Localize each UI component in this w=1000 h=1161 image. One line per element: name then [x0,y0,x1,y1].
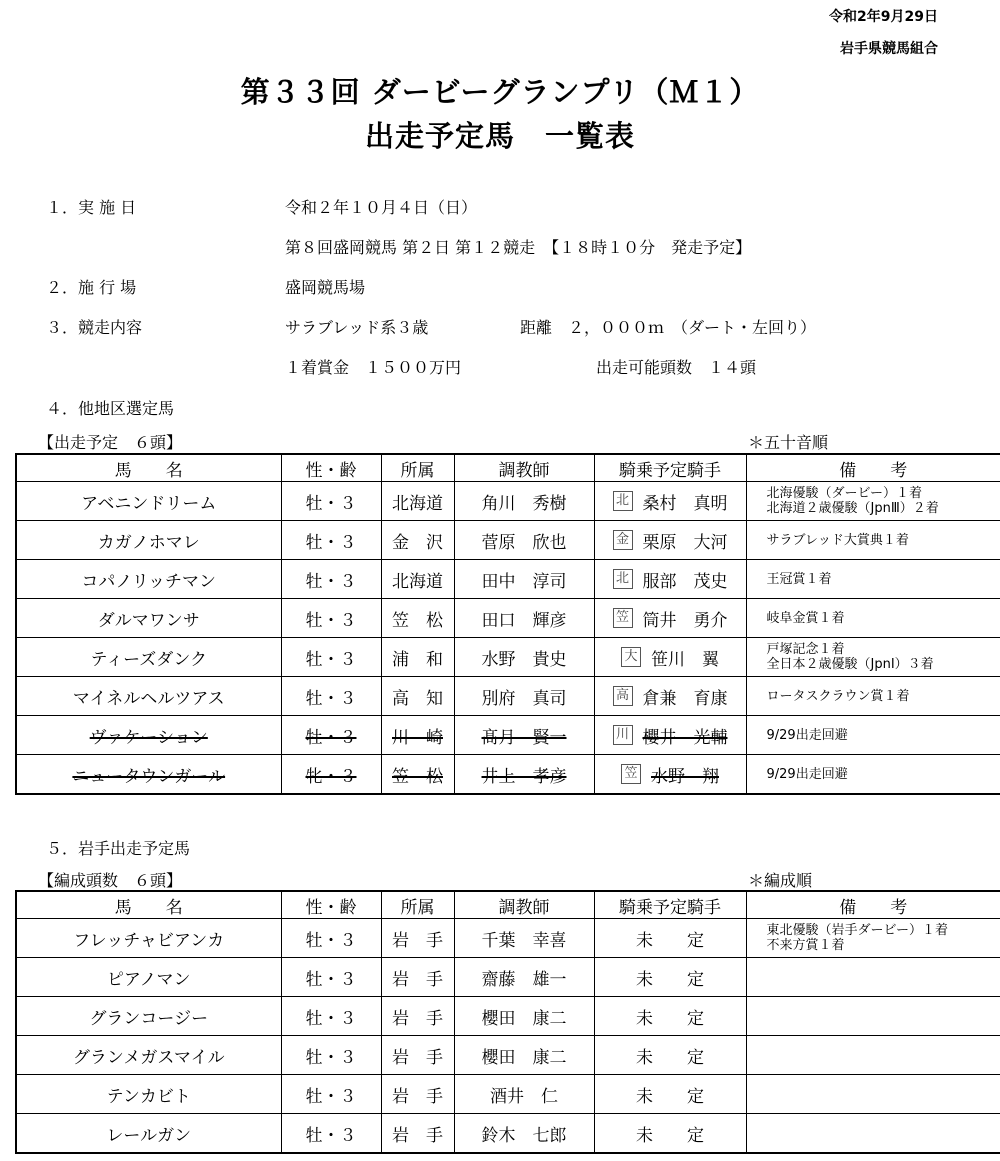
affiliation [381,677,454,716]
affiliation-text: 岩 手 [392,1086,443,1107]
table-row [16,599,1000,638]
notes [746,482,1000,521]
jockey [594,482,746,521]
notes [746,1075,1000,1114]
affiliation-text: 岩 手 [392,1125,443,1146]
sex-age-text: 牡・３ [305,969,357,990]
region-badge-icon: 笠 [621,764,641,784]
sex-age-text: 牡・３ [305,493,357,514]
affiliation-text: 岩 手 [392,1047,443,1068]
table-header-row [16,891,1000,919]
trainer [454,1036,594,1075]
trainer-text: 齋藤 雄一 [481,969,567,990]
horse-name-text: マイネルヘルツアス [72,688,225,709]
horse-name-text: フレッチャビアンカ [73,930,225,951]
note-line: 不来方賞１着 [766,938,845,953]
horse-name-text: ダルマワンサ [97,610,200,631]
sex-age [281,560,381,599]
sex-age [281,1075,381,1114]
jockey-text: 筒井 勇介 [642,610,728,631]
horse-name-text: テンカビト [106,1086,191,1107]
sex-age-text: 牡・３ [305,610,357,631]
document-date: 令和2年9月29日 [829,9,938,25]
trainer [454,716,594,755]
jockey [594,1075,746,1114]
content-value: サラブレッド系３歳 [285,318,429,337]
jockey-text: 笹川 翼 [651,649,719,670]
jockey-text: 未 定 [636,1008,704,1029]
col-sex-age: 性・齢 [281,891,381,919]
notes [746,521,1000,560]
col-trainer: 調教師 [454,454,594,482]
jockey-text: 水野 翔 [651,766,719,787]
jockey [594,638,746,677]
notes [746,1036,1000,1075]
affiliation-text: 川 崎 [392,727,443,748]
jockey-text: 倉兼 育康 [642,688,728,709]
prize-value: １着賞金 １５００万円 [285,358,462,377]
horse-name [16,958,281,997]
horse-name [16,521,281,560]
affiliation-text: 北海道 [392,571,443,592]
notes [746,1114,1000,1154]
note-line: 全日本２歳優駿（JpnⅠ）３着 [766,657,934,672]
trainer-text: 別府 真司 [481,688,567,709]
horse-name [16,1114,281,1154]
affiliation-text: 高 知 [392,688,443,709]
col-sex-age: 性・齢 [281,454,381,482]
notes [746,677,1000,716]
organization-name: 岩手県競馬組合 [840,41,938,57]
trainer-text: 水野 貴史 [481,649,567,670]
trainer-text: 髙月 賢一 [481,727,567,748]
col-jockey: 騎乗予定騎手 [594,454,746,482]
page-subtitle: 出走予定馬 一覧表 [364,119,635,153]
horse-name [16,482,281,521]
notes [746,599,1000,638]
notes [746,997,1000,1036]
affiliation [381,638,454,677]
horse-name-text: レールガン [106,1125,192,1146]
trainer-text: 千葉 幸喜 [481,930,567,951]
notes [746,755,1000,795]
max-runners-value: 出走可能頭数 １４頭 [596,358,757,377]
affiliation [381,755,454,795]
trainer-text: 菅原 欣也 [481,532,567,553]
jockey-text: 未 定 [636,969,704,990]
trainer-text: 田口 輝彦 [481,610,567,631]
sex-age [281,599,381,638]
sex-age-text: 牡・３ [305,571,357,592]
horse-name [16,560,281,599]
horse-name [16,1036,281,1075]
trainer [454,1114,594,1154]
horse-name [16,1075,281,1114]
table-row [16,677,1000,716]
section5-subhead: 【編成頭数 ６頭】 [38,871,183,890]
race-value: 第８回盛岡競馬 第２日 第１２競走 【１８時１０分 発走予定】 [285,238,752,257]
jockey-text: 未 定 [636,1047,704,1068]
affiliation [381,997,454,1036]
region-badge-icon: 笠 [613,608,633,628]
section4-order-note: ＊五十音順 [748,433,829,452]
affiliation-text: 岩 手 [392,1008,443,1029]
content-label: ３．競走内容 [46,318,143,337]
sex-age-text: 牡・３ [305,727,357,748]
notes [746,958,1000,997]
affiliation-text: 岩 手 [392,930,443,951]
horse-name-text: ピアノマン [106,969,191,990]
affiliation [381,560,454,599]
trainer-text: 井上 孝彦 [481,766,567,787]
col-affiliation: 所属 [381,891,454,919]
col-jockey: 騎乗予定騎手 [594,891,746,919]
jockey-wrap [621,762,719,787]
table-row [16,919,1000,958]
region-badge-icon: 金 [613,530,633,550]
trainer [454,958,594,997]
sex-age-text: 牡・３ [305,930,357,951]
note-line: 9/29出走回避 [766,727,848,743]
affiliation [381,521,454,560]
jockey [594,1036,746,1075]
trainer [454,755,594,795]
page-title: 第３３回 ダービーグランプリ（Ｍ１） [240,75,760,109]
jockey [594,521,746,560]
trainer-text: 鈴木 七郎 [481,1125,567,1146]
sex-age [281,521,381,560]
jockey-text: 桑村 真明 [642,493,728,514]
trainer [454,560,594,599]
trainer [454,482,594,521]
jockey [594,560,746,599]
sex-age [281,638,381,677]
notes [746,638,1000,677]
table-row [16,638,1000,677]
sex-age [281,677,381,716]
trainer-text: 櫻田 康二 [481,1047,567,1068]
affiliation [381,958,454,997]
jockey-wrap [613,723,728,748]
horse-name [16,716,281,755]
jockey [594,716,746,755]
sex-age [281,958,381,997]
table-row [16,716,1000,755]
table-row [16,482,1000,521]
iwate-horses-table [15,890,1000,1154]
jockey-text: 服部 茂史 [642,571,728,592]
jockey [594,1114,746,1154]
horse-name-text: グランコージー [89,1008,209,1029]
trainer-text: 酒井 仁 [490,1086,558,1107]
sex-age-text: 牝・３ [305,766,357,787]
horse-name-text: アベニンドリーム [81,493,217,514]
affiliation [381,1036,454,1075]
horse-name [16,599,281,638]
sex-age-text: 牡・３ [305,649,357,670]
horse-name-text: ティーズダンク [90,649,208,670]
horse-name-text: ヴァケーション [89,727,208,748]
col-notes: 備 考 [746,454,1000,482]
affiliation-text: 浦 和 [392,649,443,670]
jockey-wrap [613,528,728,553]
trainer [454,919,594,958]
trainer [454,599,594,638]
col-horse: 馬 名 [16,454,281,482]
region-badge-icon: 北 [613,569,633,589]
table-row [16,521,1000,560]
horse-name-text: グランメガスマイル [72,1047,225,1068]
sex-age-text: 牡・３ [305,1125,357,1146]
note-line: 東北優駿（岩手ダービー）１着 [766,923,948,938]
section5-order-note: ＊編成順 [748,871,813,890]
table-row [16,1075,1000,1114]
horse-name-text: カガノホマレ [97,532,200,553]
sex-age [281,482,381,521]
horse-name [16,677,281,716]
note-line: 北海優駿（ダービー）１着 [766,486,922,501]
sex-age-text: 牡・３ [305,532,357,553]
date-value: 令和２年１０月４日（日） [285,198,478,217]
jockey [594,755,746,795]
table-row [16,755,1000,795]
jockey [594,599,746,638]
venue-label: ２．施 行 場 [46,278,137,297]
trainer [454,677,594,716]
section4-subhead: 【出走予定 ６頭】 [38,433,183,452]
sex-age [281,1036,381,1075]
notes [746,716,1000,755]
horse-name [16,755,281,795]
col-affiliation: 所属 [381,454,454,482]
jockey [594,997,746,1036]
note-line: サラブレッド大賞典１着 [766,532,909,548]
affiliation [381,716,454,755]
affiliation [381,1114,454,1154]
section5-heading: ５．岩手出走予定馬 [46,839,191,858]
col-trainer: 調教師 [454,891,594,919]
table-row [16,560,1000,599]
horse-name-text: コパノリッチマン [81,571,217,592]
trainer-text: 角川 秀樹 [481,493,567,514]
trainer [454,997,594,1036]
sex-age [281,1114,381,1154]
affiliation-text: 笠 松 [392,610,443,631]
jockey-wrap [621,645,719,670]
notes [746,919,1000,958]
note-line: 9/29出走回避 [766,766,848,782]
horse-name [16,638,281,677]
region-badge-icon: 大 [621,647,641,667]
jockey-wrap [613,489,728,514]
region-badge-icon: 高 [613,686,633,706]
notes [746,560,1000,599]
table-row [16,1036,1000,1075]
table-row [16,1114,1000,1154]
table-header-row [16,454,1000,482]
horse-name [16,997,281,1036]
trainer-text: 櫻田 康二 [481,1008,567,1029]
note-line: 岐阜金賞１着 [766,610,845,626]
affiliation [381,919,454,958]
region-badge-icon: 川 [613,725,633,745]
note-line: 北海道２歳優駿（JpnⅢ）２着 [766,501,939,516]
trainer-text: 田中 淳司 [481,571,567,592]
col-horse: 馬 名 [16,891,281,919]
affiliation-text: 笠 松 [392,766,443,787]
section4-heading: ４．他地区選定馬 [46,399,175,418]
venue-value: 盛岡競馬場 [285,278,366,297]
sex-age [281,919,381,958]
col-notes: 備 考 [746,891,1000,919]
note-line: 王冠賞１着 [766,571,832,587]
other-region-horses-table [15,453,1000,795]
sex-age-text: 牡・３ [305,1008,357,1029]
jockey-text: 未 定 [636,1125,704,1146]
note-line: ロータスクラウン賞１着 [766,688,910,704]
affiliation-text: 金 沢 [392,532,443,553]
distance-value: 距離 ２，０００ｍ （ダート・左回り） [520,318,817,337]
jockey-wrap [613,567,728,592]
table-row [16,958,1000,997]
affiliation [381,1075,454,1114]
horse-name-text: ニュータウンガール [72,766,226,787]
jockey-text: 未 定 [636,1086,704,1107]
jockey [594,958,746,997]
trainer [454,521,594,560]
affiliation [381,599,454,638]
jockey-text: 未 定 [636,930,704,951]
affiliation-text: 北海道 [392,493,443,514]
sex-age-text: 牡・３ [305,688,357,709]
trainer [454,638,594,677]
trainer [454,1075,594,1114]
jockey [594,677,746,716]
sex-age-text: 牡・３ [305,1047,357,1068]
horse-name [16,919,281,958]
note-line: 戸塚記念１着 [766,642,845,657]
table-row [16,997,1000,1036]
sex-age-text: 牡・３ [305,1086,357,1107]
sex-age [281,997,381,1036]
jockey-wrap [613,606,728,631]
jockey-wrap [613,684,728,709]
sex-age [281,716,381,755]
date-label: １．実 施 日 [46,198,137,217]
jockey [594,919,746,958]
affiliation-text: 岩 手 [392,969,443,990]
region-badge-icon: 北 [613,491,633,511]
jockey-text: 栗原 大河 [642,532,728,553]
sex-age [281,755,381,795]
jockey-text: 櫻井 光輔 [642,727,728,748]
affiliation [381,482,454,521]
